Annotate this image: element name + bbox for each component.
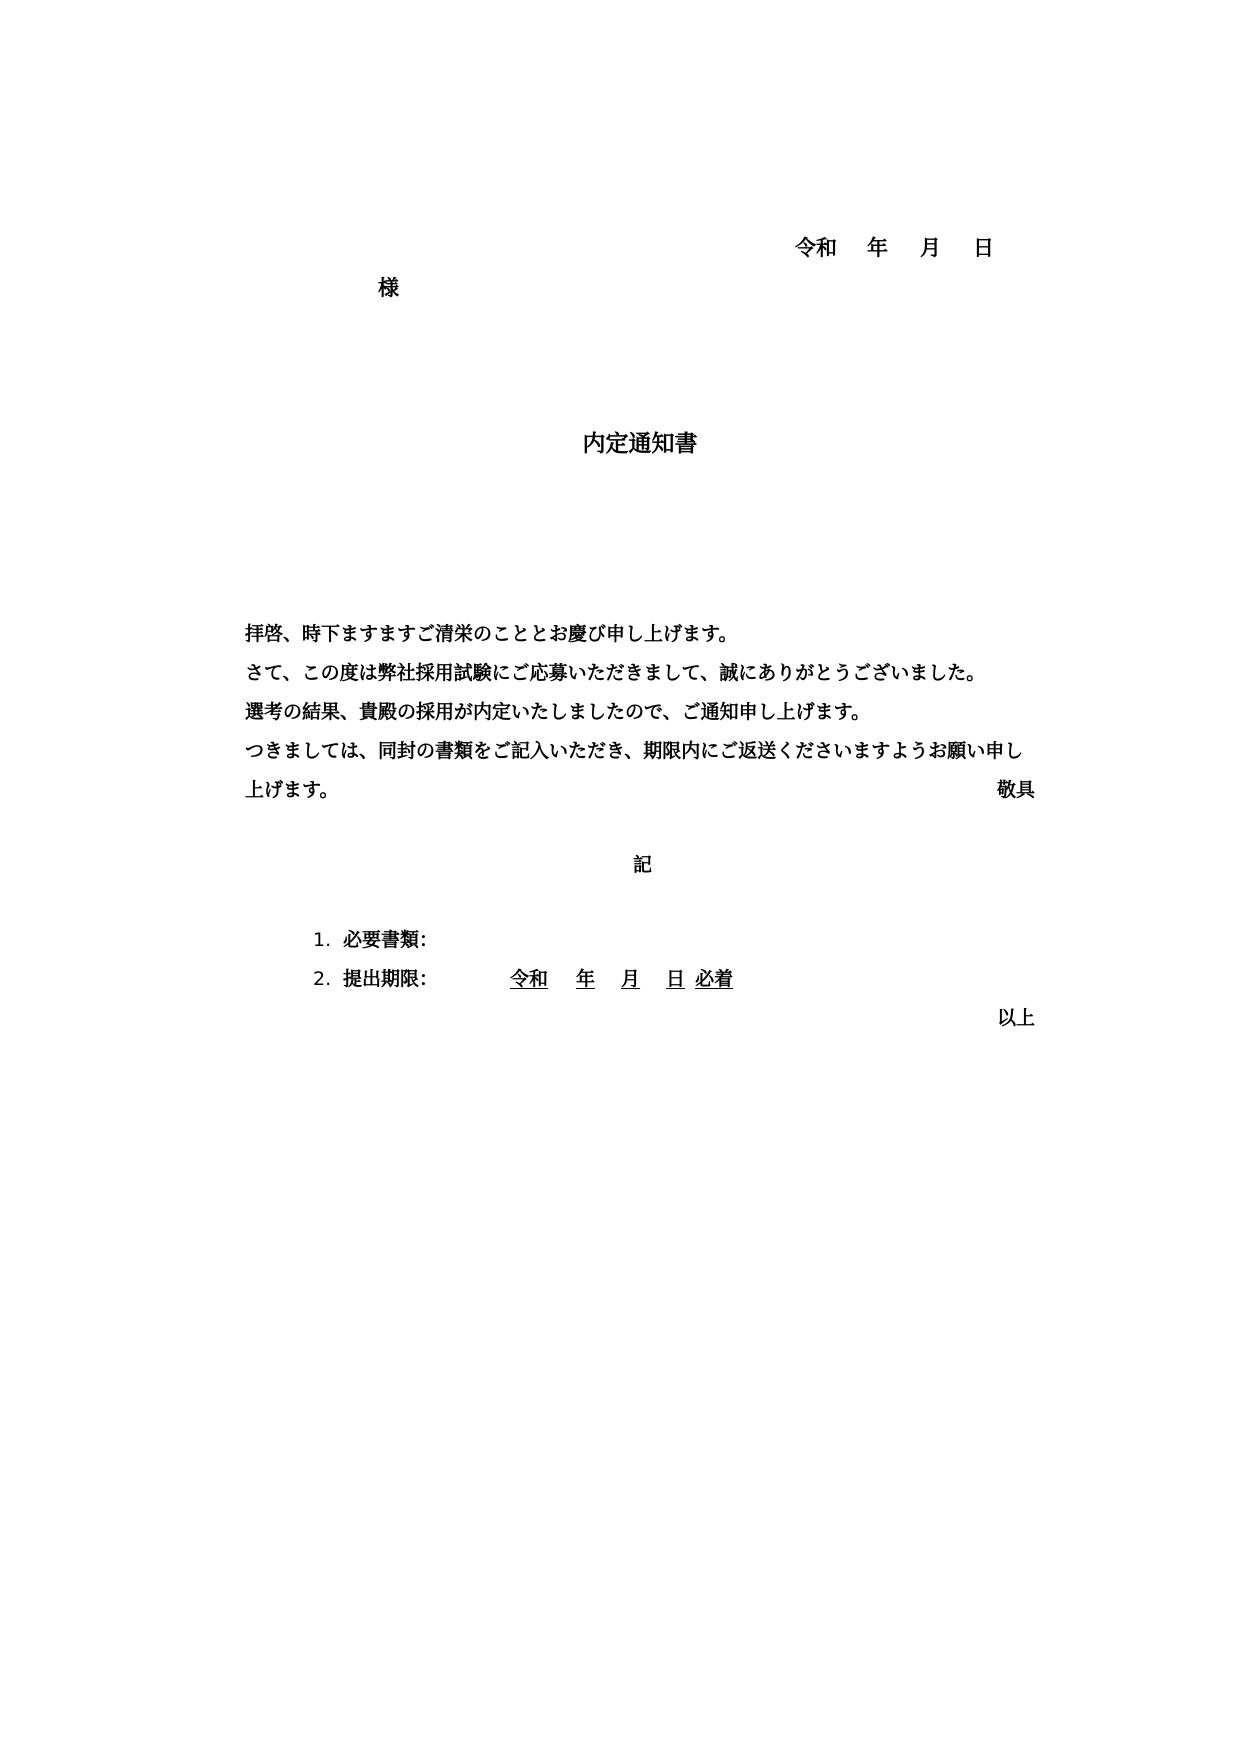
record-item-label: 提出期限：	[343, 968, 439, 990]
record-item-number: 1.	[313, 929, 332, 951]
record-item-deadline	[313, 964, 438, 991]
issue-date	[795, 232, 994, 262]
deadline-month-unit: 月	[621, 968, 641, 990]
body-line-3: 選考の結果、貴殿の採用が内定いたしましたので、ご通知申し上げます。	[245, 701, 871, 723]
body-line-4: つきましては、同封の書類をご記入いただき、期限内にご返送くださいますようお願い申し	[245, 740, 1024, 762]
record-item-number: 2.	[313, 968, 332, 990]
issue-date-year-unit: 年	[867, 236, 888, 260]
deadline-suffix: 必着	[695, 968, 734, 990]
issue-date-day-unit: 日	[973, 236, 994, 260]
deadline-date	[510, 964, 733, 991]
document-title: 内定通知書	[582, 431, 698, 457]
issue-date-month-unit: 月	[920, 236, 941, 260]
deadline-day-unit: 日	[666, 968, 686, 990]
recipient-honorific: 様	[378, 276, 399, 300]
deadline-year-unit: 年	[576, 968, 596, 990]
record-item-label: 必要書類：	[343, 929, 439, 951]
issue-date-era: 令和	[795, 236, 837, 260]
record-item-required-documents	[313, 925, 438, 952]
deadline-era: 令和	[510, 968, 549, 990]
body-line-5: 上げます。	[245, 779, 339, 801]
body-line-1: 拝啓、時下ますますご清栄のこととお慶び申し上げます。	[245, 623, 738, 645]
body-line-2: さて、この度は弊社採用試験にご応募いただきまして、誠にありがとうございました。	[245, 662, 986, 684]
record-heading: 記	[633, 854, 653, 876]
record-end: 以上	[997, 1007, 1036, 1029]
closing-keigu: 敬具	[997, 779, 1036, 801]
